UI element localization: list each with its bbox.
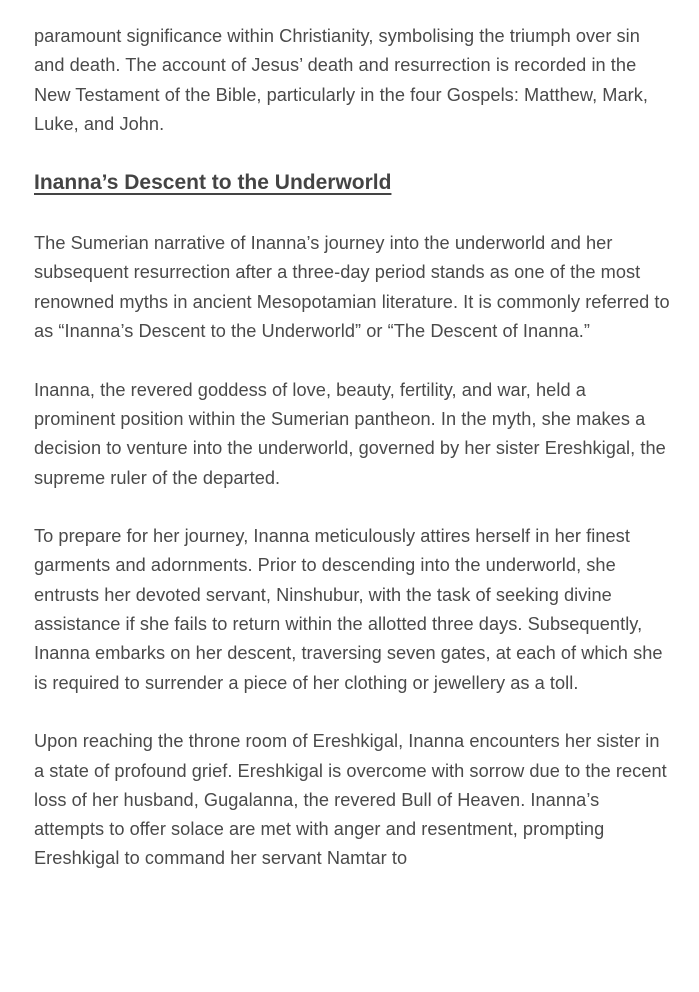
article-body: [34, 22, 670, 874]
body-paragraph-1: The Sumerian narrative of Inanna’s journey into the underworld and her subsequent resurrection after a three-day period stands as one of the most renowned myths in ancient Mesopotamian literature. It is commonly referred to as “Inanna’s Descent to the Underworld” or “The Descent of Inanna.”: [34, 233, 670, 342]
body-paragraph-4: Upon reaching the throne room of Ereshkigal, Inanna encounters her sister in a state of profound grief. Ereshkigal is overcome with sorrow due to the recent loss of her husband, Gugalanna, the revered Bull of Heaven. Inanna’s attempts to offer solace are met with anger and resentment, prompting Ereshkigal to command her servant Namtar to: [34, 731, 667, 869]
section-heading: Inanna’s Descent to the Underworld: [34, 171, 392, 195]
body-paragraph-3: To prepare for her journey, Inanna meticulously attires herself in her finest garments and adornments. Prior to descending into the underworld, she entrusts her devoted servant, Ninshubur, with the task of seeking divine assistance if she fails to return within the allotted three days. Subsequently, Inanna embarks on her descent, traversing seven gates, at each of which she is required to surrender a piece of her clothing or jewellery as a toll.: [34, 526, 663, 693]
body-paragraph-2: Inanna, the revered goddess of love, beauty, fertility, and war, held a prominent position within the Sumerian pantheon. In the myth, she makes a decision to venture into the underworld, governed by her sister Ereshkigal, the supreme ruler of the departed.: [34, 379, 666, 488]
intro-paragraph: paramount significance within Christianity, symbolising the triumph over sin and death. The account of Jesus’ death and resurrection is recorded in the New Testament of the Bible, particularly in the four Gospels: Matthew, Mark, Luke, and John.: [34, 26, 649, 134]
